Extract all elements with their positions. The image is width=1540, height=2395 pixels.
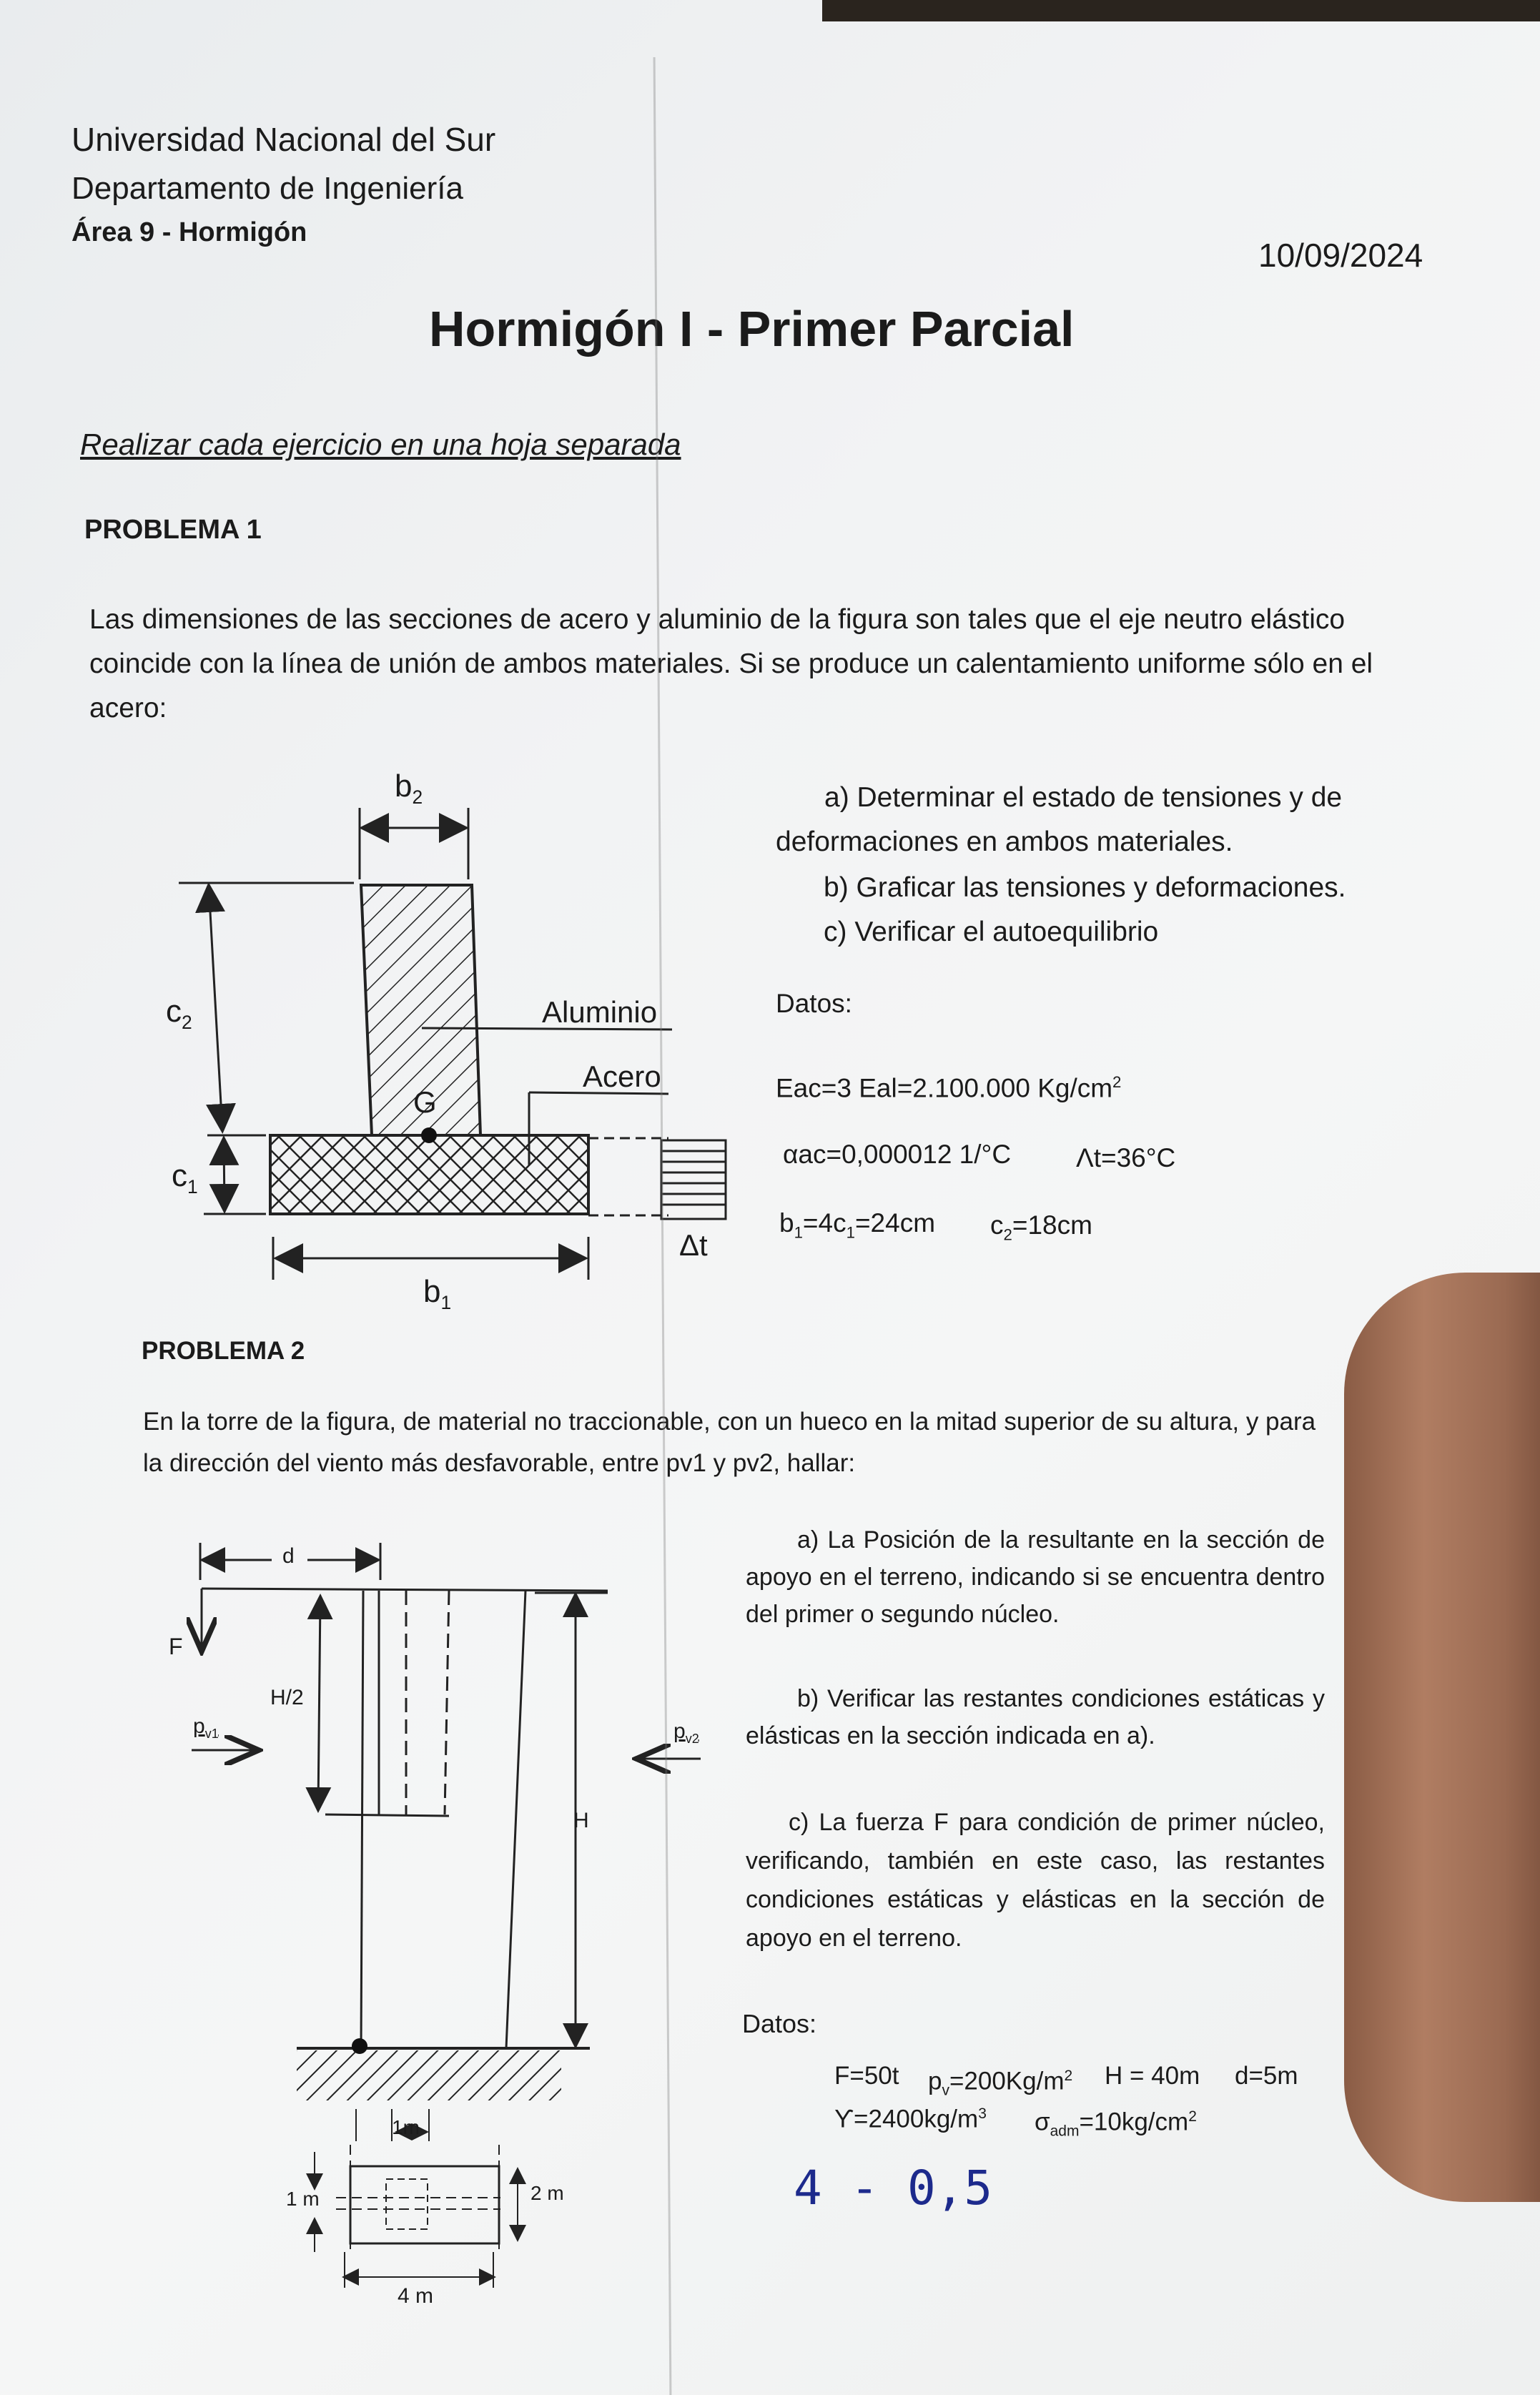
label-1m-top: 1m [392,2116,420,2138]
problem1-task-a: a) Determinar el estado de tensiones y de deformaciones en ambos materiales. [776,782,1343,857]
problem1-task-b: b) Graficar las tensiones y deformaciones. [824,872,1346,903]
label-g: G [413,1085,437,1119]
problem2-datos-h: H = 40m [1105,2062,1200,2090]
plan-outer [350,2166,499,2243]
problem2-datos-gamma: $ϒ=2400kg/m^3$ [834,2105,987,2133]
label-delta-t: Δt [679,1228,708,1262]
problem1-datos-b1: $b_1=4c_1=24cm$ [779,1208,936,1242]
problem1-intro: Las dimensiones de las secciones de acero y aluminio de la figura son tales que el eje neutro elástico coincide con la línea de unión de ambos materiales. Si se produce un calentamiento uniforme sólo en el acero: [89,604,1373,724]
label-pv1: $p_{v1}$ [193,1714,219,1741]
label-b1: $b_1$ [423,1274,452,1313]
label-d: d [282,1544,295,1568]
holding-thumb [1344,1273,1540,2202]
problem2-task-b: b) Verificar las restantes condiciones estáticas y elásticas en la sección indicada en a). [746,1685,1325,1749]
problem2-task-a: a) La Posición de la resultante en la sección de apoyo en el terreno, indicando si se encuentra dentro del primer o segundo núcleo. [746,1526,1325,1628]
label-4m: 4 m [398,2284,434,2308]
ground-hatch [297,2050,561,2100]
problem1-datos-c2: $c_2=18cm$ [990,1210,1092,1244]
problem1-datos-e: Eac=3 Eal=2.100.000 $Kg/cm^2$ [776,1073,1122,1103]
area-name: Área 9 - Hormigón [71,217,307,247]
label-h2: H/2 [270,1686,304,1709]
tower-wall-right [506,1591,525,2048]
instruction: Realizar cada ejercicio en una hoja separada [80,428,681,461]
label-1m-side: 1 m [286,2188,320,2210]
plan-hollow [386,2179,428,2229]
department-name: Departamento de Ingeniería [71,171,463,206]
problem2-datos-label: Datos: [742,2009,817,2038]
problem1-datos-label: Datos: [776,989,852,1018]
problem2-task-c: c) La fuerza F para condición de primer núcleo, verificando, también en este caso, las restantes condiciones estáticas y elásticas en la sección de apoyo en el terreno. [746,1809,1325,1952]
problem2-datos-d: d=5m [1235,2062,1298,2090]
problem2-datos-sigma: $\sigma_{adm}=10kg/cm^2$ [1035,2108,1197,2140]
handwritten-grade: 4 - 0,5 [794,2161,993,2216]
label-h: H [573,1809,589,1832]
problem2-intro: En la torre de la figura, de material no traccionable, con un hueco en la mitad superior de su altura, y para la dirección del viento más desfavorable, entre pv1 y pv2, hallar: [143,1408,1316,1477]
label-b2: $b_2$ [395,769,423,808]
problem1-task-c: c) Verificar el autoequilibrio [824,917,1159,947]
tower-wall-left [361,1591,363,2048]
label-2m: 2 m [530,2182,564,2204]
tower-top [202,1589,608,1591]
problem1-heading: PROBLEMA 1 [84,515,262,545]
label-aluminio: Aluminio [542,995,658,1029]
problem2-heading: PROBLEMA 2 [142,1337,305,1365]
problem2-datos-pv: $p_v=200Kg/m^2$ [928,2067,1073,2099]
problem2-datos-f: F=50t [834,2062,899,2090]
problem1-datos-dt: Λt=36°C [1076,1143,1176,1172]
label-c1: $c_1$ [172,1158,198,1198]
university-name: Universidad Nacional del Sur [71,121,496,158]
label-f: F [169,1634,183,1659]
support-point [352,2038,367,2054]
label-c2: $c_2$ [166,994,192,1033]
exam-date: 10/09/2024 [1258,237,1423,274]
problem1-datos-alpha: αac=0,000012 1/°C [783,1140,1012,1169]
exam-title: Hormigón I - Primer Parcial [429,301,1075,357]
label-pv2: $p_{v2}$ [673,1719,699,1746]
label-acero: Acero [583,1060,661,1093]
